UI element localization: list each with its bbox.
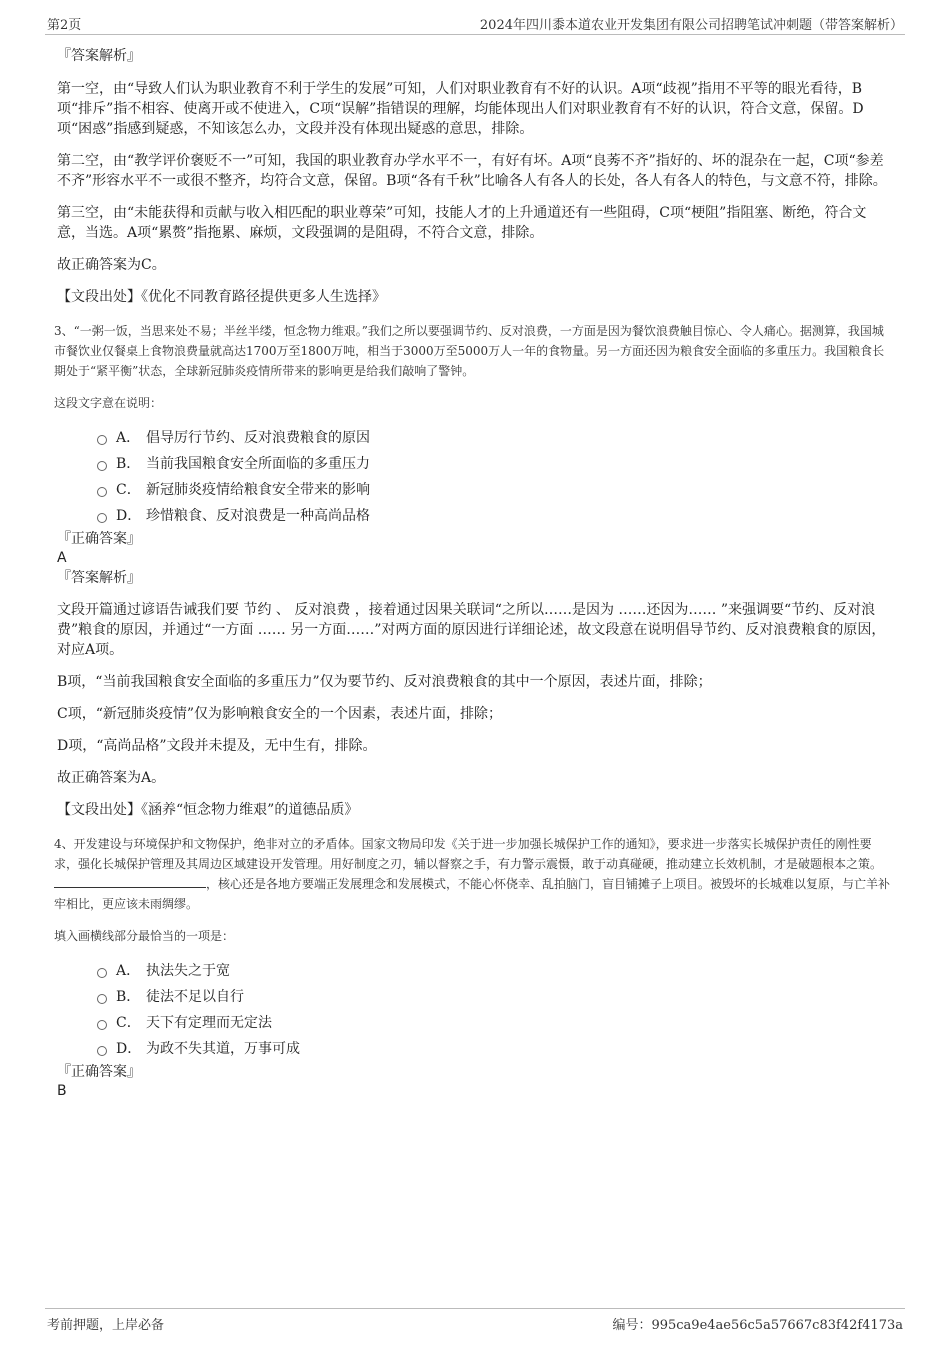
- option-text: 珍惜粮食、反对浪费是一种高尚品格: [146, 508, 370, 524]
- analysis-paragraph: B项，“当前我国粮食安全面临的多重压力”仅为要节约、反对浪费粮食的其中一个原因，表述片面，排除；: [57, 674, 712, 690]
- option-b[interactable]: B． 当前我国粮食安全所面临的多重压力: [97, 451, 892, 477]
- correct-answer-label: 『正确答案』: [57, 531, 141, 547]
- analysis-label: 『答案解析』: [57, 48, 141, 64]
- option-d[interactable]: D． 珍惜粮食、反对浪费是一种高尚品格: [97, 503, 892, 529]
- option-d[interactable]: D． 为政不失其道，万事可成: [97, 1036, 892, 1062]
- radio-icon[interactable]: [97, 994, 107, 1004]
- question-3-prompt: 这段文字意在说明：: [54, 396, 163, 410]
- radio-icon[interactable]: [97, 1020, 107, 1030]
- question-4-text: 4、开发建设与环境保护和文物保护，绝非对立的矛盾体。国家文物局印发《关于进一步加强长城保护工作的通知》，要求进一步落实长城保护责任的刚性要求，强化长城保护管理及其周边区域建设开发管理。用好制度之刃，辅以督察之手，有力警示震慑，敢于动真碰硬，推动建立长效机制，才是破题根本之策。，核心还是各地方要端正发展理念和发展模式，不能心怀侥幸、乱拍脑门，盲目铺摊子上项目。被毁坏的长城难以复原，与亡羊补牢相比，更应该未雨绸缪。: [54, 837, 891, 911]
- page-header: [45, 14, 905, 35]
- analysis-paragraph: 第一空，由“导致人们认为职业教育不利于学生的发展”可知，人们对职业教育有不好的认识。A项“歧视”指用不平等的眼光看待，B项“排斥”指不相容、使离开或不使进入，C项“误解”指错误的理解，均能体现出人们对职业教育有不好的认识，符合文意，保留。D项“困惑”指感到疑惑，不知该怎么办，文段并没有体现出疑惑的意思，排除。: [57, 81, 864, 137]
- option-text: 执法失之于宽: [146, 963, 230, 979]
- analysis-paragraph: 第三空，由“未能获得和贡献与收入相匹配的职业尊荣”可知，技能人才的上升通道还有一些阻碍，C项“梗阻”指阻塞、断绝，符合文意，当选。A项“累赘”指拖累、麻烦，文段强调的是阻碍，不符合文意，排除。: [57, 205, 867, 241]
- option-a[interactable]: A． 倡导厉行节约、反对浪费粮食的原因: [97, 425, 892, 451]
- analysis-paragraph: 文段开篇通过谚语告诫我们要 节约 、 反对浪费 ，接着通过因果关联词“之所以……是因为 ……还因为…… ”来强调要“节约、反对浪费”粮食的原因，并通过“一方面 …… 另一方面……”对两方面的原因进行详细论述，故文段意在说明倡导节约、反对浪费粮食的原因，对应A项。: [57, 602, 886, 658]
- option-a[interactable]: A． 执法失之于宽: [97, 958, 892, 984]
- correct-answer-label: 『正确答案』: [57, 1064, 141, 1080]
- analysis-paragraph: C项，“新冠肺炎疫情”仅为影响粮食安全的一个因素，表述片面，排除；: [57, 706, 503, 722]
- option-text: 为政不失其道，万事可成: [146, 1041, 300, 1057]
- source-citation: 【文段出处】《涵养“恒念物力维艰”的道德品质》: [57, 802, 359, 818]
- option-c[interactable]: C． 新冠肺炎疫情给粮食安全带来的影响: [97, 477, 892, 503]
- question-4-options: [57, 958, 892, 1062]
- page-content: [54, 46, 892, 1101]
- radio-icon[interactable]: [97, 513, 107, 523]
- answer-conclusion: 故正确答案为A。: [57, 770, 166, 786]
- analysis-paragraph: 第二空，由“教学评价褒贬不一”可知，我国的职业教育办学水平不一，有好有坏。A项“良莠不齐”指好的、坏的混杂在一起，C项“参差不齐”形容水平不一或很不整齐，均符合文意，保留。B项“各有千秋”比喻各人有各人的长处，各人有各人的特色，与文意不符，排除。: [57, 153, 887, 189]
- question-4-prompt: 填入画横线部分最恰当的一项是：: [54, 929, 235, 943]
- option-c[interactable]: C． 天下有定理而无定法: [97, 1010, 892, 1036]
- page-footer: [45, 1308, 905, 1333]
- option-text: 倡导厉行节约、反对浪费粮食的原因: [146, 430, 370, 446]
- radio-icon[interactable]: [97, 461, 107, 471]
- analysis-label: 『答案解析』: [57, 570, 141, 586]
- option-text: 徒法不足以自行: [146, 989, 244, 1005]
- page-number: 第2页: [47, 18, 82, 33]
- question-3-text: 3、“一粥一饭，当思来处不易；半丝半缕，恒念物力维艰。”我们之所以要强调节约、反对浪费，一方面是因为餐饮浪费触目惊心、令人痛心。据测算，我国城市餐饮业仅餐桌上食物浪费量就高达1700万至1800万吨，相当于3000万至5000万人一年的食物量。另一方面还因为粮食安全面临的多重压力。我国粮食长期处于“紧平衡”状态，全球新冠肺炎疫情所带来的影响更是给我们敲响了警钟。: [54, 324, 885, 378]
- correct-answer: B: [57, 1083, 67, 1099]
- correct-answer: A: [57, 550, 67, 566]
- radio-icon[interactable]: [97, 435, 107, 445]
- option-b[interactable]: B． 徒法不足以自行: [97, 984, 892, 1010]
- source-citation: 【文段出处】《优化不同教育路径提供更多人生选择》: [57, 289, 386, 305]
- answer-conclusion: 故正确答案为C。: [57, 257, 166, 273]
- radio-icon[interactable]: [97, 1046, 107, 1056]
- footer-slogan: 考前押题，上岸必备: [47, 1318, 165, 1333]
- question-3-options: [57, 425, 892, 529]
- radio-icon[interactable]: [97, 487, 107, 497]
- answer-blank: [54, 875, 206, 888]
- document-title: 2024年四川黍本道农业开发集团有限公司招聘笔试冲刺题（带答案解析）: [479, 18, 903, 33]
- option-text: 当前我国粮食安全所面临的多重压力: [146, 456, 370, 472]
- document-serial: 编号：995ca9e4ae56c5a57667c83f42f4173a: [612, 1318, 903, 1333]
- analysis-paragraph: D项，“高尚品格”文段并未提及，无中生有，排除。: [57, 738, 377, 754]
- radio-icon[interactable]: [97, 968, 107, 978]
- option-text: 天下有定理而无定法: [146, 1015, 272, 1031]
- option-text: 新冠肺炎疫情给粮食安全带来的影响: [146, 482, 370, 498]
